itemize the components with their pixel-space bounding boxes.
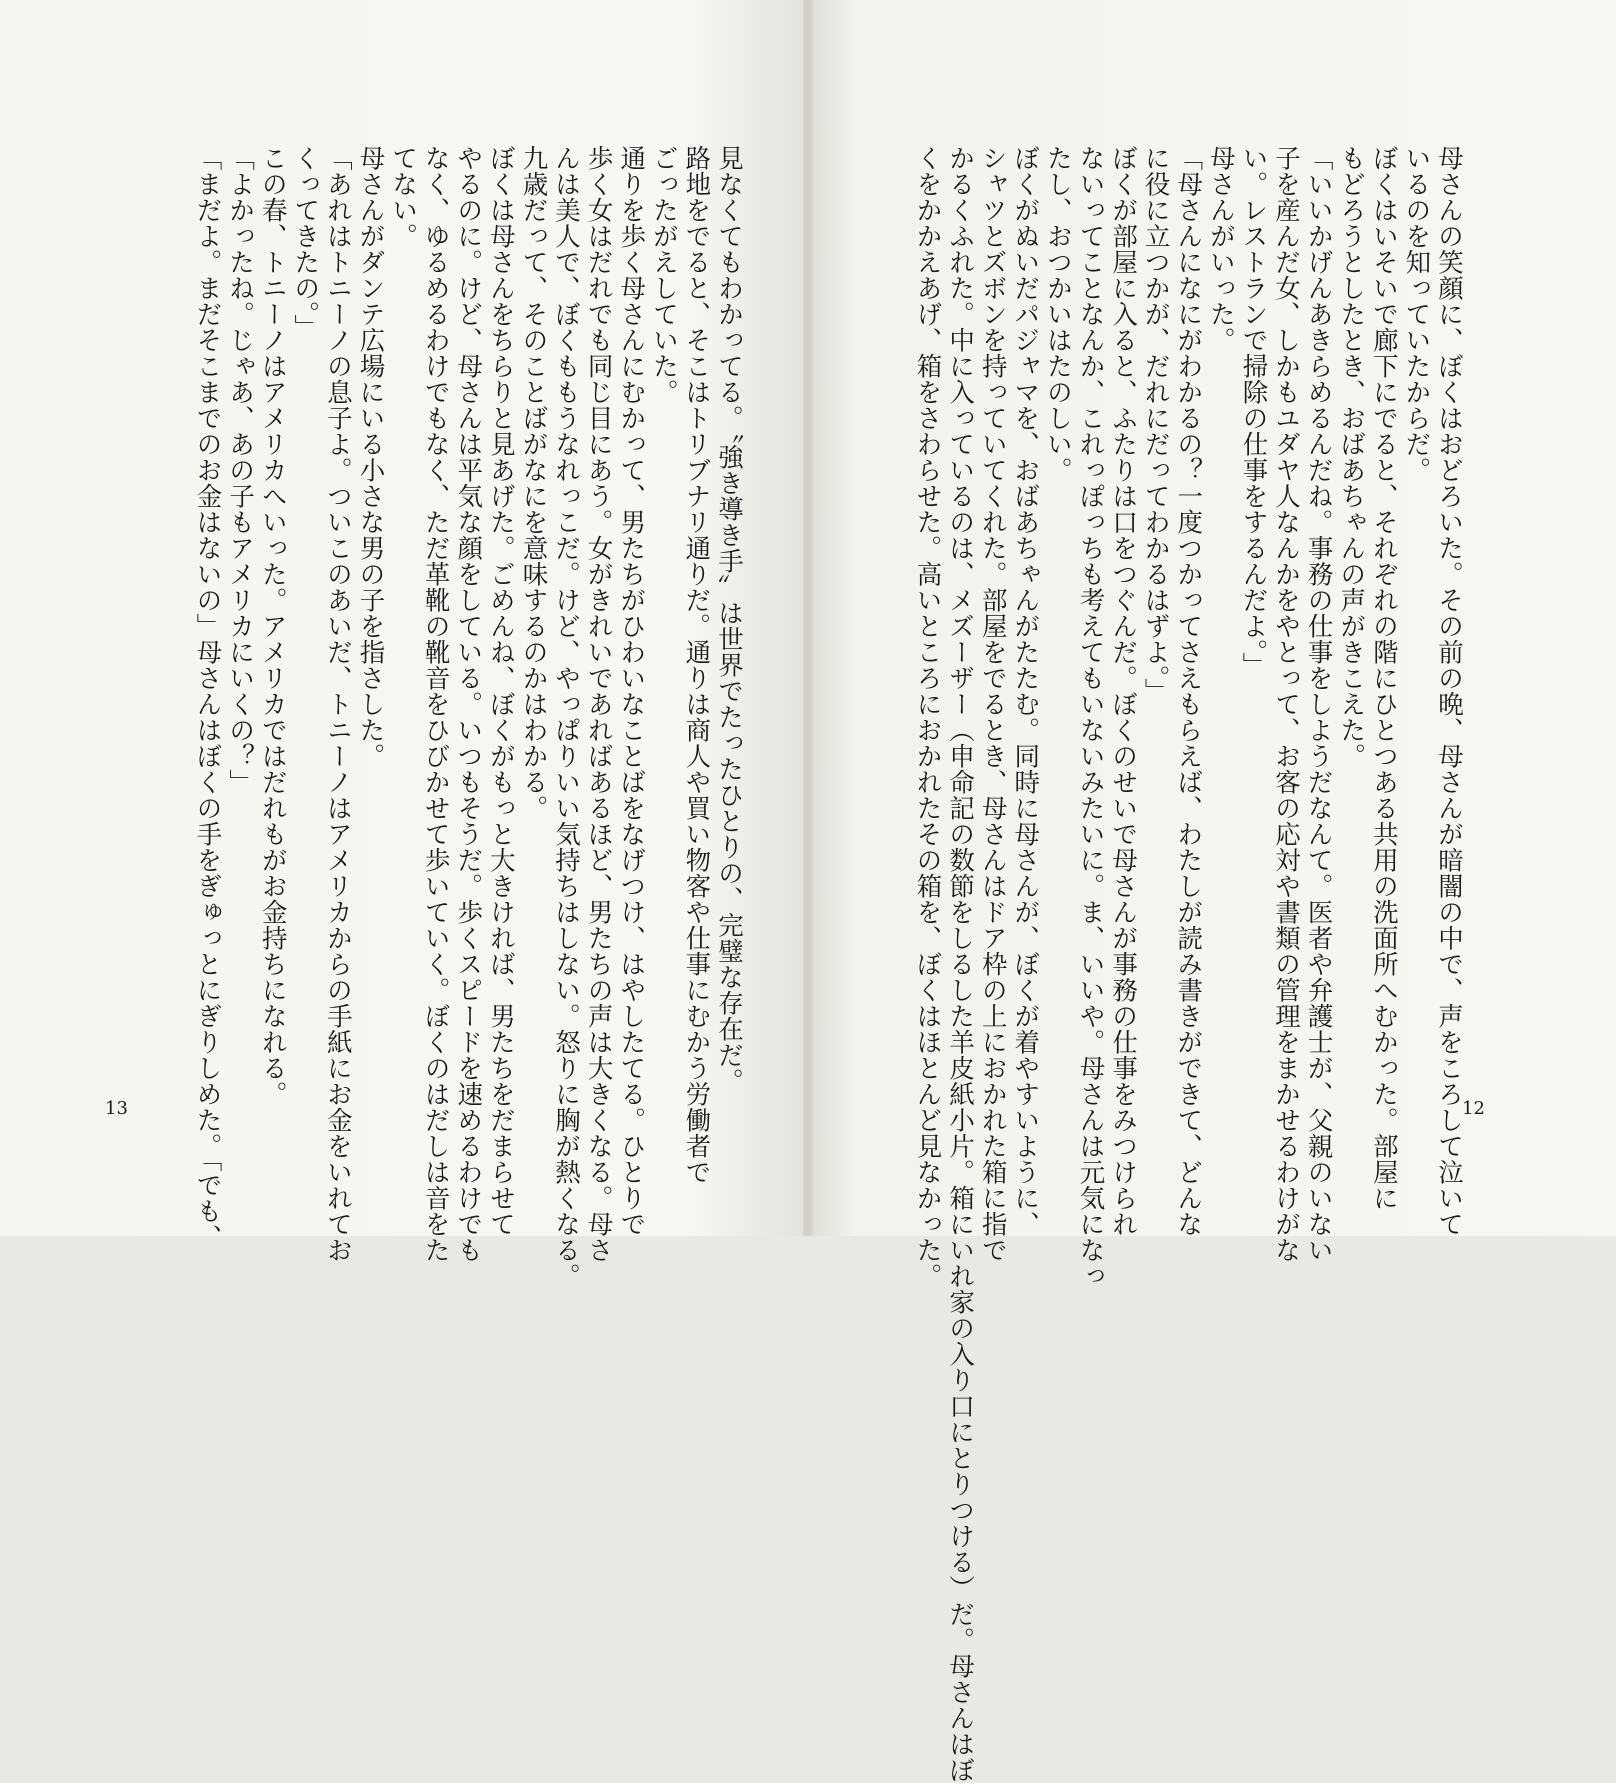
text-line: 「いいかげんあきらめるんだね。事務の仕事をしようだなんて。医者や弁護士が、父親のいない bbox=[1303, 145, 1334, 1263]
right-page-text bbox=[860, 145, 1465, 1783]
page-number-right: 12 bbox=[1462, 1098, 1485, 1119]
text-line: に役に立つかが、だれにだってわかるはずよ。」 bbox=[1140, 145, 1171, 705]
text-line: い。レストランで掃除の仕事をするんだよ。」 bbox=[1238, 145, 1269, 679]
text-line: この春、トニーノはアメリカへいった。アメリカではだれもがお金持ちになれる。 bbox=[257, 145, 288, 1107]
page-number-left: 13 bbox=[105, 1098, 128, 1119]
text-line: 路地をでると、そこはトリブナリ通りだ。通りは商人や買い物客や仕事にむかう労働者で bbox=[681, 145, 712, 1185]
text-line: ぼくがぬいだパジャマを、おばあちゃんがたたむ。同時に母さんが、ぼくが着やすいように、 bbox=[1010, 145, 1041, 1237]
text-line: いるのを知っていたからだ。 bbox=[1401, 145, 1432, 483]
text-line: 通りを歩く母さんにむかって、男たちがひわいなことばをなげつけ、はやしたてる。ひとりで bbox=[616, 145, 647, 1237]
text-line: ぼくはいそいで廊下にでると、それぞれの階にひとつある共用の洗面所へむかった。部屋に bbox=[1368, 145, 1399, 1211]
text-line: シャツとズボンを持っていてくれた。部屋をでるとき、母さんはドア枠の上におかれた箱に指で bbox=[977, 145, 1008, 1263]
text-line: ぼくは母さんをちらりと見あげた。ごめんね、ぼくがもっと大きければ、男たちをだまらせて bbox=[485, 145, 516, 1237]
text-line: んは美人で、ぼくももうなれっこだ。けど、やっぱりいい気持ちはしない。怒りに胸が熱くなる。 bbox=[551, 145, 582, 1289]
text-line: 歩く女はだれでも同じ目にあう。女がきれいであればあるほど、男たちの声は大きくなる。母さ bbox=[583, 145, 614, 1263]
text-line: なく、ゆるめるわけでもなく、ただ革靴の靴音をひびかせて歩いていく。ぼくのはだしは音をた bbox=[420, 145, 451, 1263]
text-line: 「あれはトニーノの息子よ。ついこのあいだ、トニーノはアメリカからの手紙にお金をいれてお bbox=[322, 145, 353, 1263]
text-line: 見なくてもわかってる。〝強き導き手〟は世界でたったひとりの、完璧な存在だ。 bbox=[714, 145, 744, 1095]
text-line: 「母さんになにがわかるの？一度つかってさえもらえば、わたしが読み書きができて、どんな bbox=[1173, 145, 1204, 1237]
text-line: ごったがえしていた。 bbox=[648, 145, 679, 405]
text-line: てない。 bbox=[388, 145, 419, 249]
text-line: 母さんの笑顔に、ぼくはおどろいた。その前の晩、母さんが暗闇の中で、声をころして泣いて bbox=[1434, 145, 1464, 1237]
text-line: たし、おつかいはたのしい。 bbox=[1042, 145, 1073, 483]
text-line: 子を産んだ女、しかもユダヤ人なんかをやとって、お客の応対や書類の管理をまかせるわけがな bbox=[1271, 145, 1302, 1263]
text-line: もどろうとしたとき、おばあちゃんの声がきこえた。 bbox=[1336, 145, 1367, 769]
text-line: やるのに。けど、母さんは平気な顔をしている。いつもそうだ。歩くスピードを速めるわけでも bbox=[453, 145, 484, 1263]
text-line: ぼくが部屋に入ると、ふたりは口をつぐんだ。ぼくのせいで母さんが事務の仕事をみつけられ bbox=[1108, 145, 1139, 1237]
text-line: ないってことなんか、これっぽっちも考えてもいないみたいに。ま、いいや。母さんは元気になっ bbox=[1075, 145, 1106, 1289]
text-line: くをかかえあげ、箱をさわらせた。高いところにおかれたその箱を、ぼくはほとんど見なかった。 bbox=[912, 145, 943, 1289]
text-line: くってきたの。」 bbox=[290, 145, 321, 341]
left-page bbox=[0, 0, 808, 1289]
text-line: 「よかったね。じゃあ、あの子もアメリカにいくの？」 bbox=[225, 145, 256, 795]
text-line: 母さんがいった。 bbox=[1205, 145, 1236, 353]
text-line: 母さんがダンテ広場にいる小さな男の子を指さした。 bbox=[355, 145, 386, 769]
text-line: 九歳だって、そのことばがなにを意味するのかはわかる。 bbox=[518, 145, 549, 821]
book-gutter bbox=[803, 0, 813, 1236]
text-line: 「まだよ。まだそこまでのお金はないの」母さんはぼくの手をぎゅっとにぎりしめた。「でも、 bbox=[192, 145, 223, 1251]
text-line: かるくふれた。中に入っているのは、メズーザー（申命記の数節をしるした羊皮紙小片。箱にいれ家の入り口にとりつける）だ。母さんはぼ bbox=[945, 145, 976, 1783]
